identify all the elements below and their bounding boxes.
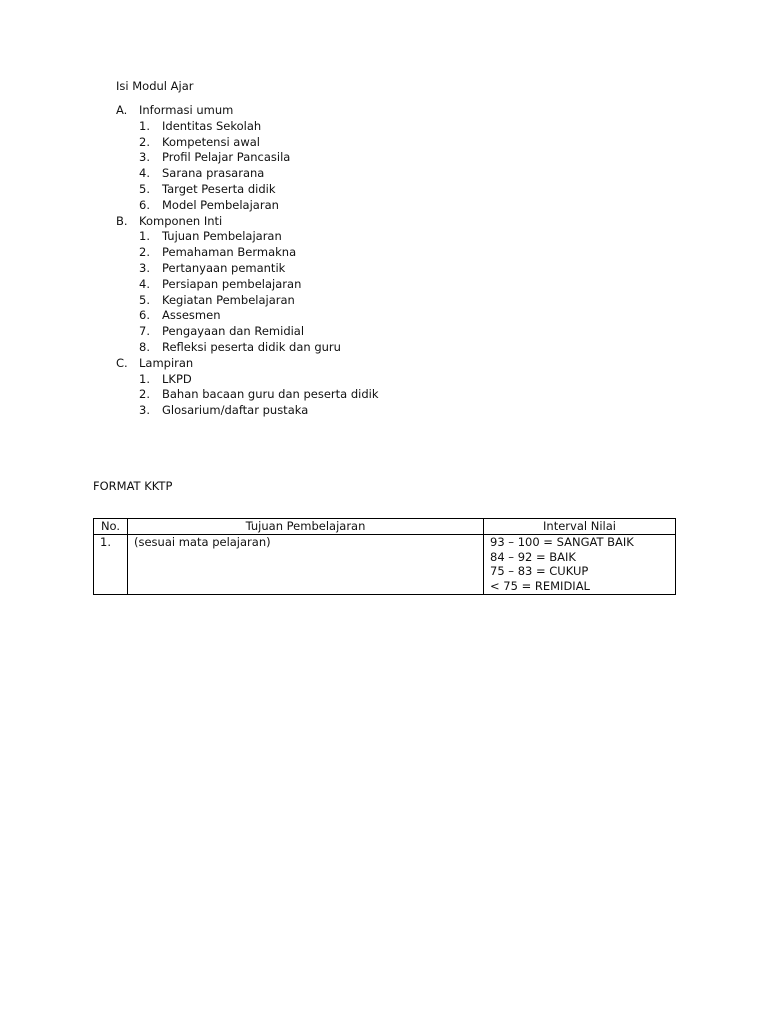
table-header-row xyxy=(94,519,676,535)
section-label: Lampiran xyxy=(139,355,194,370)
list-item-label: Kompetensi awal xyxy=(162,134,260,149)
list-item-number: 4. xyxy=(139,276,150,291)
section-label: Informasi umum xyxy=(139,103,234,117)
cell-tujuan: (sesuai mata pelajaran) xyxy=(128,534,484,594)
kktp-table xyxy=(93,518,676,595)
interval-line: < 75 = REMIDIAL xyxy=(490,579,590,594)
section-label: Komponen Inti xyxy=(139,213,223,228)
header-interval-nilai: Interval Nilai xyxy=(484,519,676,535)
list-item-label: LKPD xyxy=(162,371,192,386)
list-item-label: Pengayaan dan Remidial xyxy=(162,324,305,339)
list-item-number: 3. xyxy=(139,150,150,165)
list-item-number: 1. xyxy=(139,229,150,244)
section-letter: C. xyxy=(116,355,128,370)
list-item-label: Model Pembelajaran xyxy=(162,197,279,212)
list-item-number: 3. xyxy=(139,260,150,275)
list-item-number: 2. xyxy=(139,387,150,402)
section-letter: B. xyxy=(116,213,128,228)
list-item-number: 2. xyxy=(139,134,150,149)
list-item-number: 3. xyxy=(139,403,150,418)
list-item-label: Profil Pelajar Pancasila xyxy=(162,150,291,165)
interval-line: 75 – 83 = CUKUP xyxy=(490,564,589,579)
interval-line: 84 – 92 = BAIK xyxy=(490,549,576,564)
header-tujuan-pembelajaran: Tujuan Pembelajaran xyxy=(128,519,484,535)
list-item-number: 4. xyxy=(139,166,150,181)
list-item-number: 6. xyxy=(139,197,150,212)
list-item-label: Pemahaman Bermakna xyxy=(162,245,297,260)
list-item-label: Kegiatan Pembelajaran xyxy=(162,292,295,307)
list-item-label: Glosarium/daftar pustaka xyxy=(162,403,309,418)
cell-no: 1. xyxy=(94,534,128,594)
list-item-number: 5. xyxy=(139,292,150,307)
list-item-label: Persiapan pembelajaran xyxy=(162,276,302,291)
list-item-number: 2. xyxy=(139,245,150,260)
header-no: No. xyxy=(94,519,128,535)
table-row xyxy=(94,534,676,594)
format-kktp-title: FORMAT KKTP xyxy=(93,479,173,493)
list-item-label: Bahan bacaan guru dan peserta didik xyxy=(162,387,379,402)
list-item-label: Assesmen xyxy=(162,308,221,323)
list-item-number: 5. xyxy=(139,181,150,196)
section-letter: A. xyxy=(116,103,128,117)
list-item-label: Pertanyaan pemantik xyxy=(162,260,286,275)
document-title: Isi Modul Ajar xyxy=(116,79,194,93)
list-item-number: 1. xyxy=(139,371,150,386)
list-item-label: Tujuan Pembelajaran xyxy=(162,229,282,244)
list-item-number: 7. xyxy=(139,324,150,339)
list-item-number: 1. xyxy=(139,118,150,133)
list-item-label: Target Peserta didik xyxy=(162,181,276,196)
list-item-label: Sarana prasarana xyxy=(162,166,265,181)
interval-line: 93 – 100 = SANGAT BAIK xyxy=(490,534,634,549)
cell-interval xyxy=(484,534,676,594)
list-item-label: Identitas Sekolah xyxy=(162,118,262,133)
list-item-number: 6. xyxy=(139,308,150,323)
list-item-number: 8. xyxy=(139,339,150,354)
list-item-label: Refleksi peserta didik dan guru xyxy=(162,339,341,354)
